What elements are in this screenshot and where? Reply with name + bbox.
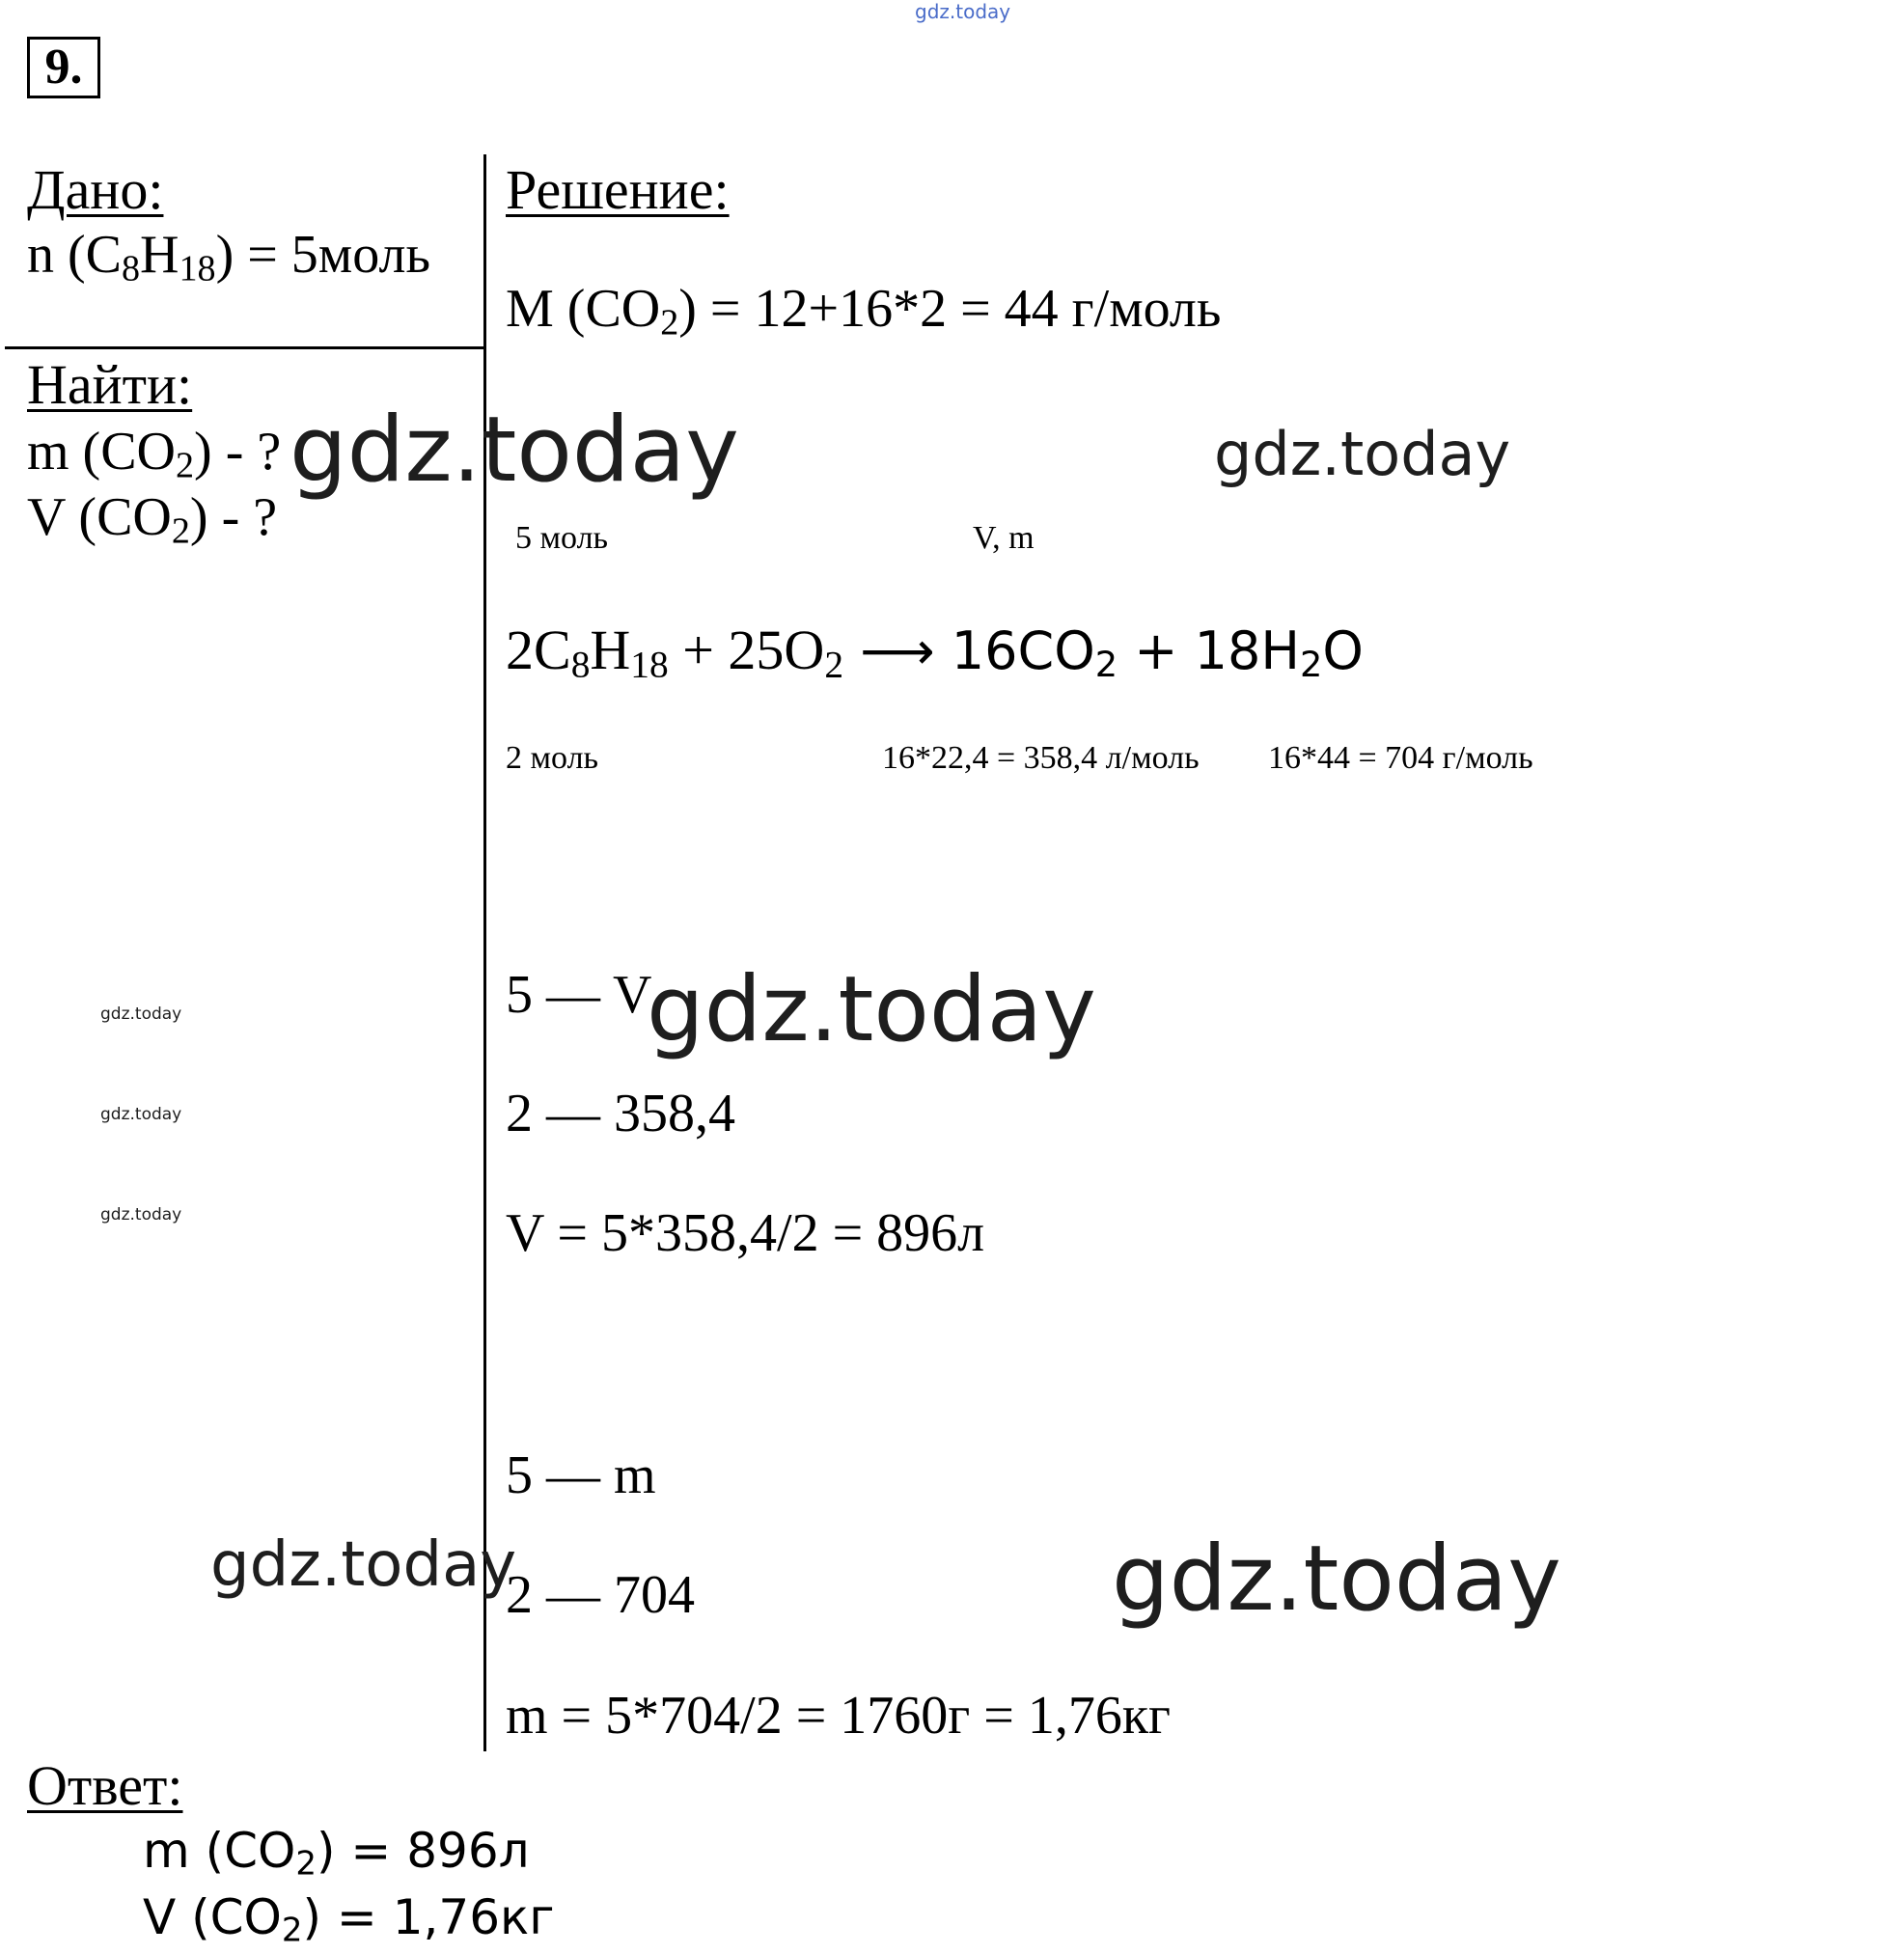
find-mass: m $(CO_2)$ - ? xyxy=(27,422,282,486)
reaction-equation: $2C_8H_{18} + 25O_2$ ⟶ $16CO_2 + 18H_2O$ xyxy=(506,619,1364,686)
proportion-m-line-1: 5 — m xyxy=(506,1445,656,1505)
mass-result: m = 5*704/2 = 1760г = 1,76кг xyxy=(506,1686,1172,1746)
equation-label-below-left: 2 моль xyxy=(506,740,599,776)
problem-number: 9. xyxy=(27,37,100,98)
watermark-small-1: gdz.today xyxy=(100,1005,182,1024)
equation-label-above-right: V, m xyxy=(973,520,1035,556)
watermark-top: gdz.today xyxy=(915,0,1011,23)
answer-mass: m $(CO_2) = 896л$ xyxy=(143,1823,530,1884)
proportion-v-line-2: 2 — 358,4 xyxy=(506,1084,735,1143)
watermark-center: gdz.today xyxy=(647,957,1096,1062)
proportion-v-line-1: 5 — V xyxy=(506,965,652,1025)
watermark-small-3: gdz.today xyxy=(100,1205,182,1225)
equation-label-below-mid: 16*22,4 = 358,4 л/моль xyxy=(882,740,1200,776)
find-heading: Найти: xyxy=(27,353,193,416)
answer-volume: V $(CO_2) = 1,76кг$ xyxy=(143,1889,555,1950)
find-volume: V $(CO_2)$ - ? xyxy=(27,487,278,552)
volume-result: V = 5*358,4/2 = 896л xyxy=(506,1203,985,1263)
given-heading: Дано: xyxy=(27,158,164,221)
watermark-right-upper: gdz.today xyxy=(1214,419,1511,489)
horizontal-divider xyxy=(5,346,484,349)
equation-label-above-left: 5 моль xyxy=(515,520,609,556)
vertical-divider xyxy=(483,154,486,1751)
solution-heading: Решение: xyxy=(506,158,730,221)
watermark-small-2: gdz.today xyxy=(100,1105,182,1124)
given-amount: n $(C_8H_{18})$ = 5моль xyxy=(27,225,430,289)
watermark-left-upper: gdz.today xyxy=(290,398,739,503)
equation-label-below-right: 16*44 = 704 г/моль xyxy=(1268,740,1533,776)
answer-heading: Ответ: xyxy=(27,1754,183,1817)
watermark-bottom-right: gdz.today xyxy=(1112,1527,1561,1632)
proportion-m-line-2: 2 — 704 xyxy=(506,1565,695,1625)
molar-mass-line: M $(CO_2) = 12+16*2 = 44$ г/моль xyxy=(506,279,1222,344)
watermark-bottom-left: gdz.today xyxy=(210,1529,517,1601)
